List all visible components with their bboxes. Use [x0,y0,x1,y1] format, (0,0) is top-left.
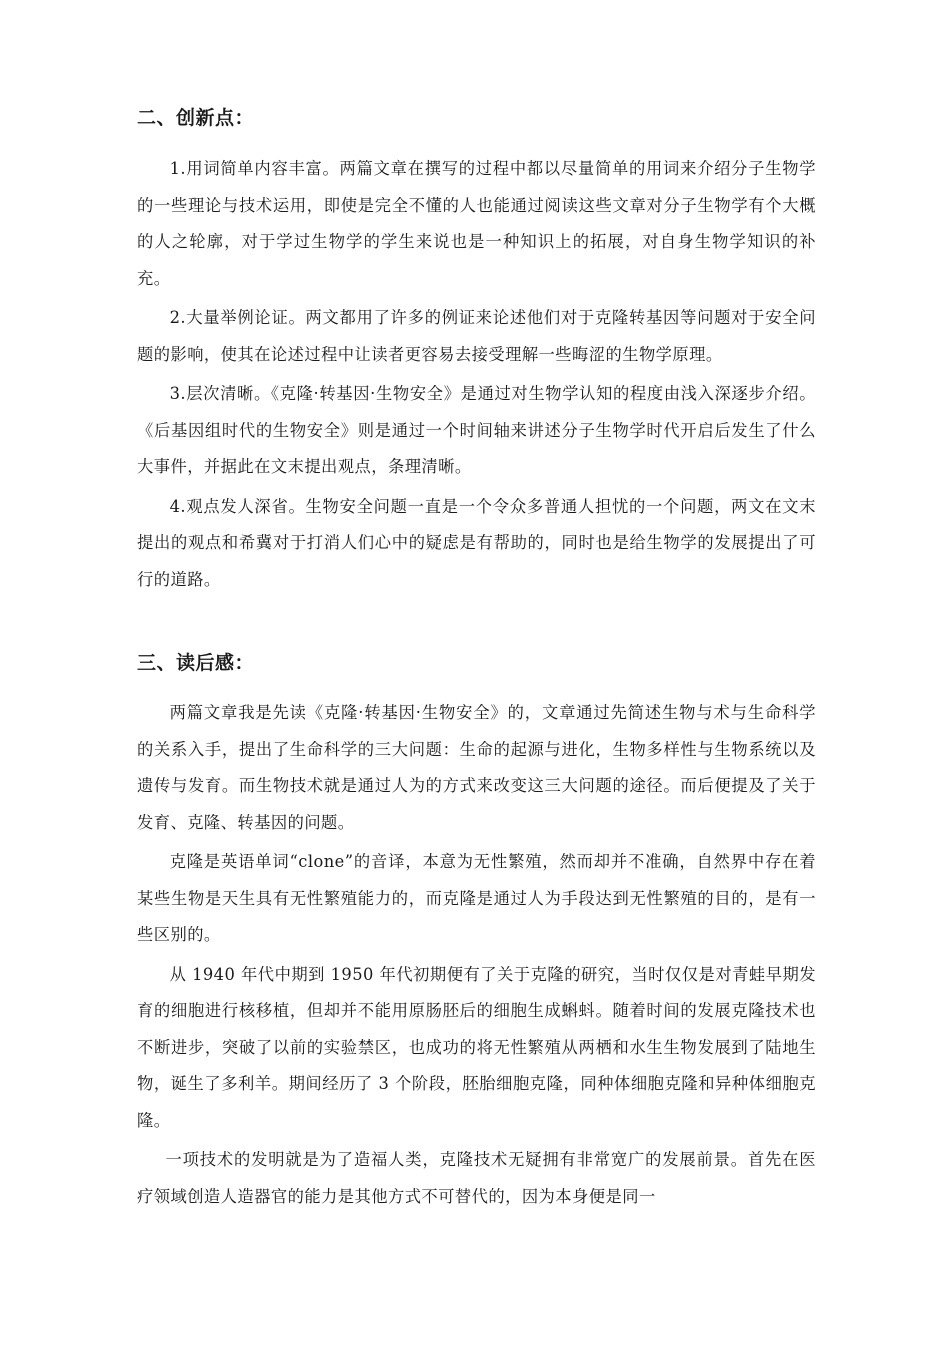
paragraph-reflection-1: 两篇文章我是先读《克隆·转基因·生物安全》的，文章通过先简述生物与术与生命科学的关系入手，提出了生命科学的三大问题：生命的起源与进化，生物多样性与生物系统以及遗传与发育。而生物技术就是通过人为的方式来改变这三大问题的途径。而后便提及了关于发育、克隆、转基因的问题。 [137,703,816,832]
paragraph-reflection-4: 一项技术的发明就是为了造福人类，克隆技术无疑拥有非常宽广的发展前景。首先在医疗领域创造人造器官的能力是其他方式不可替代的，因为本身便是同一 [137,1150,816,1206]
section-heading-reflection: 三、读后感： [137,652,255,674]
paragraph-innovation-4: 4.观点发人深省。生物安全问题一直是一个令众多普通人担忧的一个问题，两文在文末提出的观点和希冀对于打消人们心中的疑虑是有帮助的，同时也是给生物学的发展提出了可行的道路。 [137,496,816,589]
paragraph-innovation-1: 1.用词简单内容丰富。两篇文章在撰写的过程中都以尽量简单的用词来介绍分子生物学的一些理论与技术运用，即使是完全不懂的人也能通过阅读这些文章对分子生物学有个大概的人之轮廓，对于学过生物学的学生来说也是一种知识上的拓展，对自身生物学知识的补充。 [137,159,816,288]
paragraph-innovation-3: 3.层次清晰。《克隆·转基因·生物安全》是通过对生物学认知的程度由浅入深逐步介绍。《后基因组时代的生物安全》则是通过一个时间轴来讲述分子生物学时代开启后发生了什么大事件，并据此在文末提出观点，条理清晰。 [137,384,816,476]
paragraph-reflection-3: 从 1940 年代中期到 1950 年代初期便有了关于克隆的研究，当时仅仅是对青蛙早期发育的细胞进行核移植，但却并不能用原肠胚后的细胞生成蝌蚪。随着时间的发展克隆技术也不断进步，突破了以前的实验禁区，也成功的将无性繁殖从两栖和水生生物发展到了陆地生物，诞生了多利羊。期间经历了 3 个阶段，胚胎细胞克隆，同种体细胞克隆和异种体细胞克隆。 [137,964,816,1130]
section-heading-innovation: 二、创新点： [137,107,255,129]
paragraph-innovation-2: 2.大量举例论证。两文都用了许多的例证来论述他们对于克隆转基因等问题对于安全问题的影响，使其在论述过程中让读者更容易去接受理解一些晦涩的生物学原理。 [137,308,816,364]
paragraph-reflection-2: 克隆是英语单词“clone”的音译，本意为无性繁殖，然而却并不准确，自然界中存在着某些生物是天生具有无性繁殖能力的，而克隆是通过人为手段达到无性繁殖的目的，是有一些区别的。 [137,852,816,944]
